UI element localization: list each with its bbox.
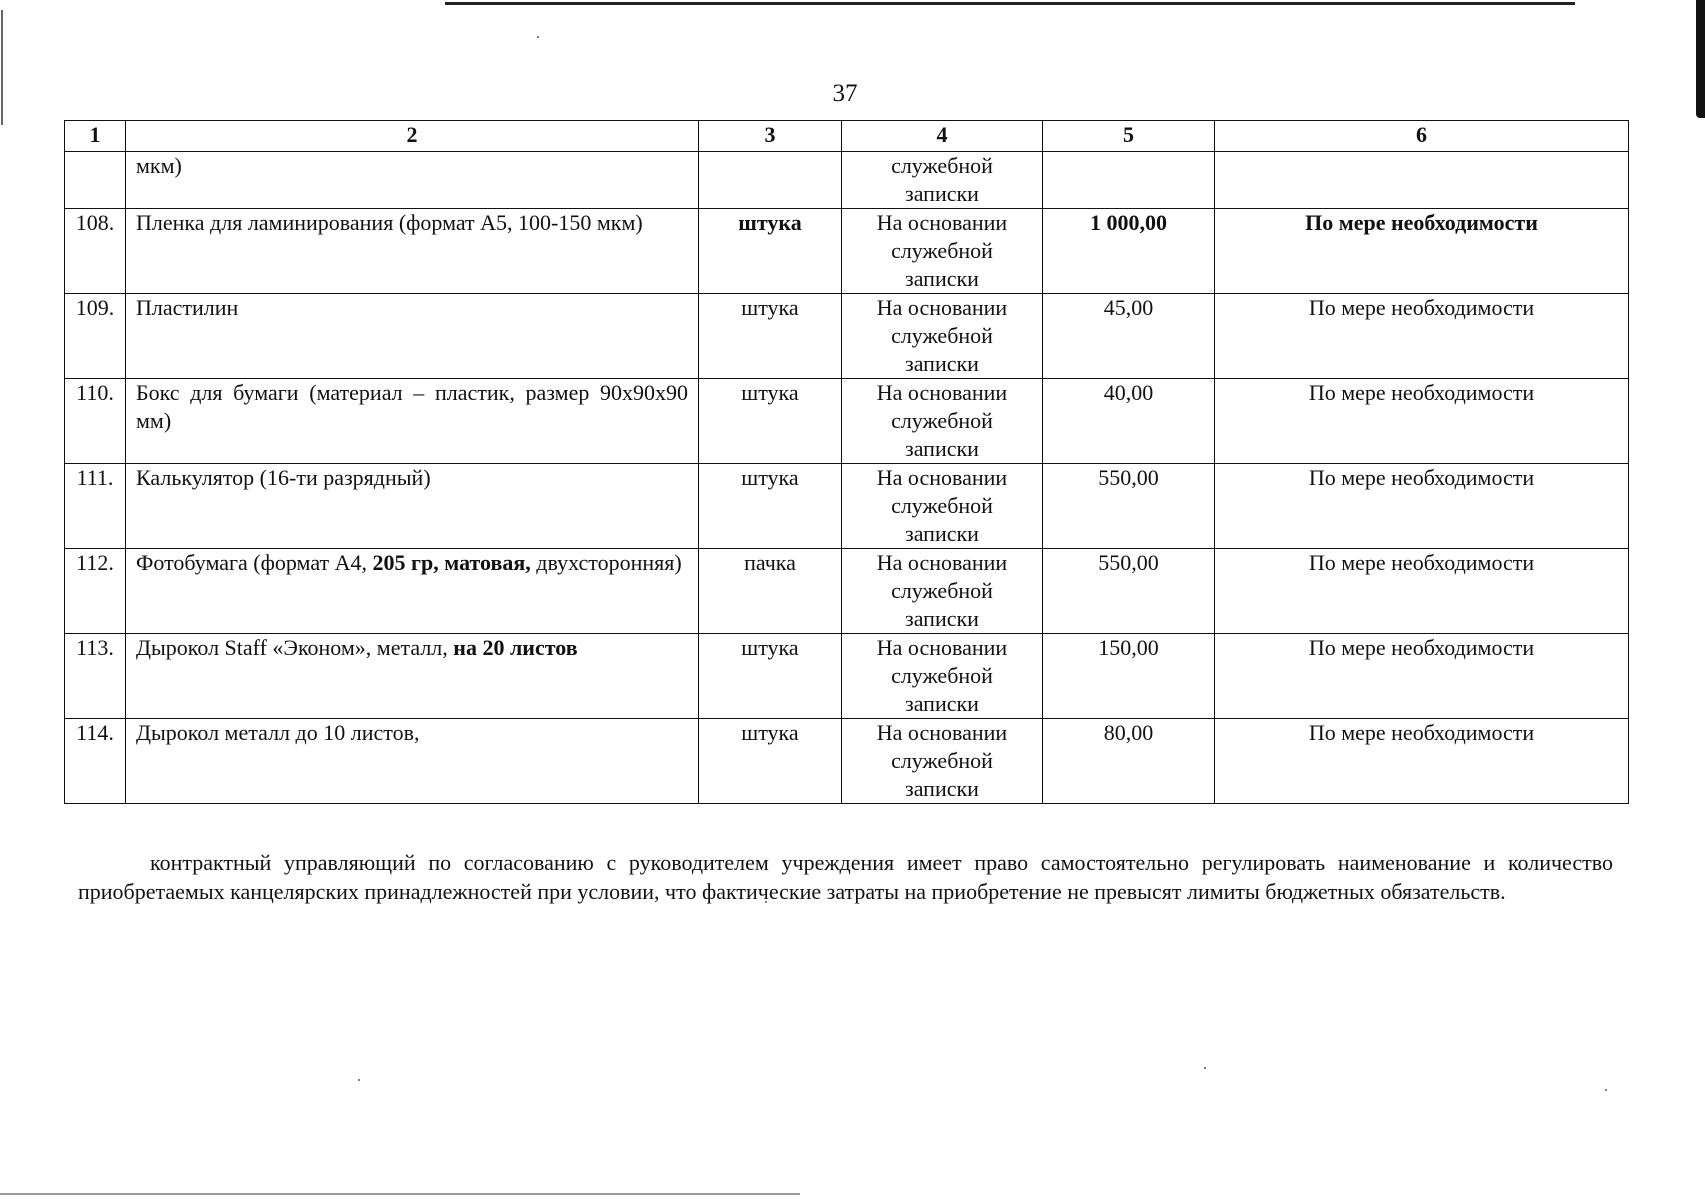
table-row-continuation	[65, 152, 1629, 209]
column-header-1: 1	[65, 121, 126, 152]
basis: На основании служебной записки	[842, 294, 1043, 379]
item-name: Дырокол металл до 10 листов,	[126, 719, 699, 804]
row-number: 109.	[65, 294, 126, 379]
frequency	[1215, 152, 1629, 209]
basis: служебной записки	[842, 152, 1043, 209]
column-header-6: 6	[1215, 121, 1629, 152]
frequency: По мере необходимости	[1215, 464, 1629, 549]
price: 550,00	[1043, 464, 1215, 549]
basis: На основании служебной записки	[842, 549, 1043, 634]
frequency: По мере необходимости	[1215, 209, 1629, 294]
frequency: По мере необходимости	[1215, 379, 1629, 464]
basis: На основании служебной записки	[842, 634, 1043, 719]
supplies-table	[64, 120, 1629, 804]
row-number: 111.	[65, 464, 126, 549]
basis: На основании служебной записки	[842, 209, 1043, 294]
table-header-row	[65, 121, 1629, 152]
unit-of-measure: штука	[699, 464, 842, 549]
scan-artifact-bottom-line	[0, 1193, 800, 1195]
unit-of-measure: пачка	[699, 549, 842, 634]
table-row	[65, 634, 1629, 719]
scan-artifact-top-line	[445, 2, 1575, 5]
price: 45,00	[1043, 294, 1215, 379]
item-name: Калькулятор (16-ти разрядный)	[126, 464, 699, 549]
table-row	[65, 464, 1629, 549]
table-row	[65, 549, 1629, 634]
frequency: По мере необходимости	[1215, 294, 1629, 379]
unit-of-measure: штука	[699, 294, 842, 379]
frequency: По мере необходимости	[1215, 719, 1629, 804]
basis: На основании служебной записки	[842, 379, 1043, 464]
table-row	[65, 719, 1629, 804]
item-name-part: Дырокол Staff «Эконом», металл,	[136, 635, 454, 660]
item-name: Пластилин	[126, 294, 699, 379]
row-number: 114.	[65, 719, 126, 804]
basis: На основании служебной записки	[842, 464, 1043, 549]
item-name: мкм)	[126, 152, 699, 209]
row-number: 113.	[65, 634, 126, 719]
scan-speck	[1204, 1067, 1206, 1069]
frequency: По мере необходимости	[1215, 634, 1629, 719]
row-number: 110.	[65, 379, 126, 464]
row-number: 108.	[65, 209, 126, 294]
price: 550,00	[1043, 549, 1215, 634]
unit-of-measure	[699, 152, 842, 209]
unit-of-measure: штука	[699, 209, 842, 294]
item-name	[126, 634, 699, 719]
unit-of-measure: штука	[699, 719, 842, 804]
item-name	[126, 549, 699, 634]
row-number	[65, 152, 126, 209]
note-paragraph: контрактный управляющий по согласованию с руководителем учреждения имеет право самостоятельно регулировать наименование и количество приобретаемых канцелярских принадлежностей при условии, что фактические затраты на приобретение не превысят лимиты бюджетных обязательств.	[78, 850, 1613, 904]
table-row	[65, 209, 1629, 294]
scan-speck	[537, 36, 539, 38]
item-name-bold-part: на 20 листов	[453, 635, 578, 660]
price: 80,00	[1043, 719, 1215, 804]
scan-artifact-left-edge	[1, 10, 3, 125]
frequency: По мере необходимости	[1215, 549, 1629, 634]
scan-speck	[1605, 1089, 1607, 1091]
row-number: 112.	[65, 549, 126, 634]
item-name-bold-part: 205 гр, матовая,	[372, 550, 531, 575]
price: 40,00	[1043, 379, 1215, 464]
basis: На основании служебной записки	[842, 719, 1043, 804]
price	[1043, 152, 1215, 209]
table-row	[65, 294, 1629, 379]
unit-of-measure: штука	[699, 379, 842, 464]
price: 1 000,00	[1043, 209, 1215, 294]
item-name: Бокс для бумаги (материал – пластик, размер 90х90х90 мм)	[126, 379, 699, 464]
item-name-part: двухсторонняя)	[530, 550, 682, 575]
column-header-4: 4	[842, 121, 1043, 152]
item-name-part: Фотобумага (формат А4,	[136, 550, 373, 575]
item-name	[126, 209, 699, 294]
column-header-3: 3	[699, 121, 842, 152]
item-name-text: Пленка для ламинирования (формат А5, 100-150 мкм)	[136, 210, 643, 235]
column-header-2: 2	[126, 121, 699, 152]
unit-of-measure: штука	[699, 634, 842, 719]
table-row	[65, 379, 1629, 464]
page-number: 37	[832, 80, 858, 107]
scan-speck	[358, 1079, 360, 1081]
column-header-5: 5	[1043, 121, 1215, 152]
price: 150,00	[1043, 634, 1215, 719]
scan-artifact-right-edge	[1696, 0, 1705, 118]
